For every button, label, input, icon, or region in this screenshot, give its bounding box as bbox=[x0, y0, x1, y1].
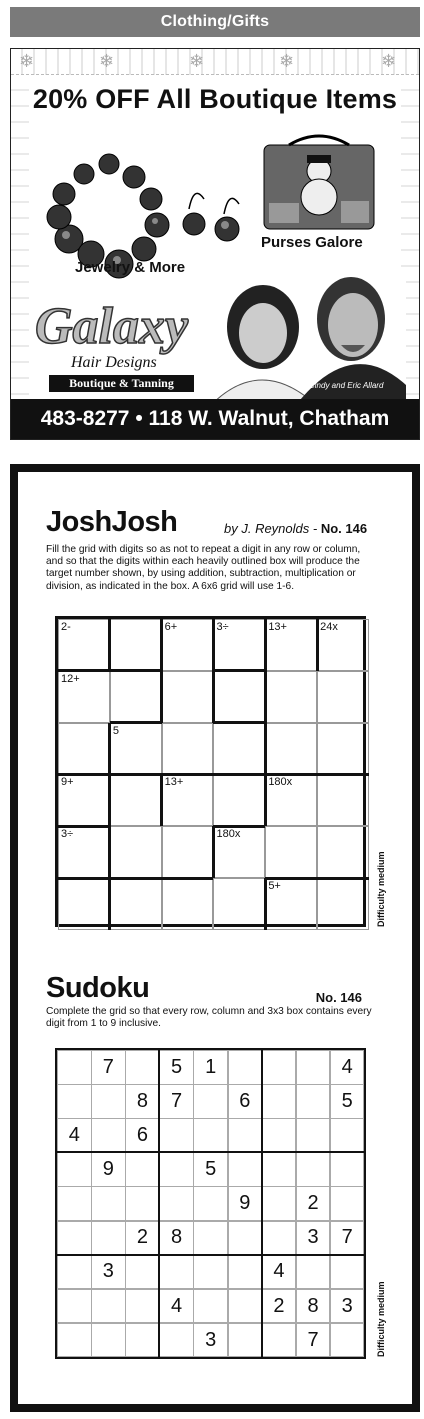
cage-border bbox=[110, 669, 162, 672]
sudoku-cell[interactable]: 3 bbox=[296, 1221, 331, 1256]
cage-border bbox=[110, 721, 162, 724]
sudoku-cell[interactable] bbox=[330, 1152, 365, 1187]
snowflake-border bbox=[11, 49, 419, 75]
cage-border bbox=[213, 721, 265, 724]
sudoku-grid[interactable] bbox=[55, 1048, 366, 1359]
cage-border bbox=[212, 826, 215, 878]
sudoku-cell[interactable] bbox=[125, 1186, 160, 1221]
joshjosh-cell[interactable] bbox=[265, 671, 317, 723]
section-header bbox=[10, 7, 420, 37]
joshjosh-cell[interactable] bbox=[162, 671, 214, 723]
sudoku-cell[interactable]: 2 bbox=[262, 1289, 297, 1324]
cage-border bbox=[213, 825, 265, 828]
joshjosh-cell[interactable] bbox=[162, 774, 214, 826]
sudoku-cell[interactable]: 8 bbox=[296, 1289, 331, 1324]
cage-border bbox=[108, 878, 111, 930]
purse-photo bbox=[259, 133, 379, 233]
jewelry-label: Jewelry & More bbox=[75, 259, 186, 276]
joshjosh-cell[interactable] bbox=[213, 723, 265, 775]
joshjosh-cell[interactable] bbox=[58, 723, 110, 775]
cage-border bbox=[110, 877, 162, 880]
sudoku-cell[interactable] bbox=[296, 1050, 331, 1085]
sudoku-cell[interactable] bbox=[57, 1255, 92, 1290]
sudoku-cell[interactable] bbox=[262, 1221, 297, 1256]
cage-clue: 5+ bbox=[268, 880, 281, 893]
cage-border bbox=[58, 877, 110, 880]
cage-clue: 5 bbox=[112, 724, 119, 737]
cage-clue: 13+ bbox=[164, 776, 184, 789]
sudoku-cell[interactable]: 4 bbox=[159, 1289, 194, 1324]
cage-border bbox=[108, 826, 111, 878]
sudoku-cell[interactable]: 9 bbox=[91, 1152, 126, 1187]
joshjosh-cell[interactable] bbox=[213, 619, 265, 671]
sudoku-cell[interactable] bbox=[159, 1152, 194, 1187]
sudoku-cell[interactable] bbox=[228, 1323, 263, 1358]
cage-clue: 9+ bbox=[61, 776, 74, 789]
sudoku-cell[interactable] bbox=[262, 1050, 297, 1085]
joshjosh-cell[interactable] bbox=[213, 878, 265, 930]
joshjosh-cell[interactable] bbox=[110, 878, 162, 930]
sudoku-cell[interactable] bbox=[193, 1118, 228, 1153]
sudoku-cell[interactable]: 1 bbox=[193, 1050, 228, 1085]
owner-signature: Cindy and Eric Allard bbox=[309, 381, 384, 390]
joshjosh-cell[interactable] bbox=[110, 619, 162, 671]
sudoku-cell[interactable] bbox=[91, 1118, 126, 1153]
joshjosh-number: No. 146 bbox=[320, 521, 368, 536]
joshjosh-cell[interactable] bbox=[58, 774, 110, 826]
cage-clue: 13+ bbox=[268, 621, 287, 633]
cage-border bbox=[316, 619, 319, 671]
sudoku-number: No. 146 bbox=[315, 990, 362, 1005]
joshjosh-cell[interactable] bbox=[317, 723, 369, 775]
sudoku-instructions: Complete the grid so that every row, column and 3x3 box contains every digit from 1 to 9 inclusive. bbox=[46, 1006, 372, 1030]
cage-clue: 6+ bbox=[164, 621, 178, 633]
cage-border bbox=[58, 773, 110, 776]
sudoku-cell[interactable]: 8 bbox=[159, 1221, 194, 1256]
cage-border bbox=[264, 619, 267, 671]
sudoku-cell[interactable] bbox=[125, 1289, 160, 1324]
sudoku-cell[interactable] bbox=[262, 1118, 297, 1153]
cage-border bbox=[108, 619, 111, 671]
joshjosh-author: by J. Reynolds - bbox=[224, 521, 321, 536]
sudoku-cell[interactable] bbox=[330, 1255, 365, 1290]
sudoku-title: Sudoku bbox=[46, 972, 150, 1004]
sudoku-cell[interactable] bbox=[91, 1323, 126, 1358]
joshjosh-cell[interactable] bbox=[265, 826, 317, 878]
sudoku-cell[interactable]: 3 bbox=[330, 1289, 365, 1324]
joshjosh-cell[interactable] bbox=[162, 723, 214, 775]
sudoku-cell[interactable]: 6 bbox=[228, 1084, 263, 1119]
sudoku-cell[interactable]: 4 bbox=[330, 1050, 365, 1085]
sudoku-cell[interactable] bbox=[159, 1186, 194, 1221]
cage-border bbox=[108, 723, 111, 775]
cage-border bbox=[212, 619, 215, 671]
snowflake-icon: ❄ bbox=[381, 51, 397, 71]
sudoku-cell[interactable] bbox=[296, 1255, 331, 1290]
sudoku-cell[interactable]: 4 bbox=[57, 1118, 92, 1153]
sudoku-cell[interactable] bbox=[262, 1186, 297, 1221]
sudoku-cell[interactable]: 2 bbox=[296, 1186, 331, 1221]
sudoku-cell[interactable] bbox=[57, 1289, 92, 1324]
joshjosh-cell[interactable] bbox=[110, 723, 162, 775]
joshjosh-cell[interactable] bbox=[213, 826, 265, 878]
sudoku-cell[interactable]: 3 bbox=[91, 1255, 126, 1290]
cage-border bbox=[162, 877, 214, 880]
sudoku-cell[interactable] bbox=[193, 1289, 228, 1324]
sudoku-cell[interactable]: 8 bbox=[125, 1084, 160, 1119]
sudoku-cell[interactable] bbox=[159, 1255, 194, 1290]
box-divider bbox=[57, 1254, 364, 1256]
joshjosh-difficulty: Difficulty medium bbox=[376, 851, 386, 927]
cage-border bbox=[265, 773, 317, 776]
sudoku-cell[interactable] bbox=[330, 1323, 365, 1358]
joshjosh-cell[interactable] bbox=[265, 878, 317, 930]
joshjosh-cell[interactable] bbox=[162, 619, 214, 671]
logo-subtitle: Hair Designs bbox=[71, 354, 157, 371]
cage-border bbox=[264, 723, 267, 775]
joshjosh-cell[interactable] bbox=[317, 774, 369, 826]
joshjosh-cell[interactable] bbox=[162, 826, 214, 878]
ad-contact-bar bbox=[11, 399, 419, 439]
snowflake-border-left bbox=[11, 75, 29, 399]
cage-border bbox=[264, 774, 267, 826]
cage-border bbox=[213, 669, 265, 672]
sudoku-cell[interactable] bbox=[228, 1118, 263, 1153]
sudoku-cell[interactable] bbox=[57, 1186, 92, 1221]
joshjosh-cell[interactable] bbox=[317, 671, 369, 723]
sudoku-cell[interactable] bbox=[57, 1323, 92, 1358]
sudoku-cell[interactable] bbox=[228, 1255, 263, 1290]
sudoku-cell[interactable]: 4 bbox=[262, 1255, 297, 1290]
snowflake-icon: ❄ bbox=[279, 51, 295, 71]
sudoku-cell[interactable]: 7 bbox=[296, 1323, 331, 1358]
sudoku-cell[interactable] bbox=[228, 1221, 263, 1256]
cage-border bbox=[58, 669, 110, 672]
sudoku-cell[interactable] bbox=[125, 1050, 160, 1085]
cage-border bbox=[162, 773, 214, 776]
cage-clue: 3÷ bbox=[216, 621, 229, 633]
sudoku-cell[interactable] bbox=[262, 1084, 297, 1119]
sudoku-cell[interactable] bbox=[228, 1050, 263, 1085]
cage-border bbox=[160, 774, 163, 826]
box-divider bbox=[158, 1050, 160, 1357]
sudoku-cell[interactable] bbox=[57, 1152, 92, 1187]
sudoku-cell[interactable]: 9 bbox=[228, 1186, 263, 1221]
sudoku-cell[interactable] bbox=[330, 1186, 365, 1221]
box-divider bbox=[261, 1050, 263, 1357]
box-divider bbox=[57, 1151, 364, 1153]
cage-clue: 12+ bbox=[61, 672, 80, 685]
sudoku-cell[interactable] bbox=[296, 1084, 331, 1119]
sudoku-cell[interactable]: 5 bbox=[330, 1084, 365, 1119]
joshjosh-cell[interactable] bbox=[162, 878, 214, 930]
cage-border bbox=[110, 773, 162, 776]
cage-clue: 3÷ bbox=[61, 828, 74, 841]
logo-tagline-bar bbox=[49, 375, 194, 392]
sudoku-cell[interactable]: 5 bbox=[159, 1050, 194, 1085]
sudoku-cell[interactable]: 2 bbox=[125, 1221, 160, 1256]
cage-border bbox=[264, 671, 267, 723]
sudoku-cell[interactable]: 3 bbox=[193, 1323, 228, 1358]
cage-clue: 24x bbox=[320, 621, 338, 633]
sudoku-cell[interactable] bbox=[91, 1221, 126, 1256]
cage-border bbox=[265, 877, 317, 880]
galaxy-advertisement bbox=[10, 48, 420, 440]
cage-border bbox=[213, 773, 265, 776]
sudoku-cell[interactable]: 5 bbox=[193, 1152, 228, 1187]
cage-border bbox=[58, 825, 110, 828]
snowflake-icon: ❄ bbox=[99, 51, 115, 71]
sudoku-cell[interactable] bbox=[159, 1323, 194, 1358]
cage-clue: 180x bbox=[268, 776, 293, 789]
sudoku-cell[interactable] bbox=[57, 1084, 92, 1119]
sudoku-cell[interactable] bbox=[125, 1152, 160, 1187]
joshjosh-cell[interactable] bbox=[265, 619, 317, 671]
sudoku-cell[interactable] bbox=[228, 1289, 263, 1324]
sudoku-cell[interactable] bbox=[57, 1050, 92, 1085]
joshjosh-grid[interactable] bbox=[55, 616, 366, 927]
joshjosh-cell[interactable] bbox=[58, 826, 110, 878]
sudoku-cell[interactable] bbox=[125, 1323, 160, 1358]
sudoku-cell[interactable] bbox=[91, 1186, 126, 1221]
joshjosh-cell[interactable] bbox=[317, 619, 369, 671]
sudoku-cell[interactable]: 7 bbox=[330, 1221, 365, 1256]
cage-clue: 2- bbox=[61, 621, 71, 633]
section-title: Clothing/Gifts bbox=[160, 13, 270, 30]
sudoku-cell[interactable]: 7 bbox=[159, 1084, 194, 1119]
joshjosh-cell[interactable] bbox=[317, 878, 369, 930]
joshjosh-cell[interactable] bbox=[58, 671, 110, 723]
cage-border bbox=[317, 877, 369, 880]
sudoku-cell[interactable] bbox=[57, 1221, 92, 1256]
sudoku-difficulty: Difficulty medium bbox=[376, 1281, 386, 1357]
sudoku-cell[interactable]: 6 bbox=[125, 1118, 160, 1153]
logo-text: Galaxy bbox=[35, 298, 189, 355]
cage-border bbox=[317, 773, 369, 776]
sudoku-cell[interactable] bbox=[91, 1289, 126, 1324]
logo-tagline: Boutique & Tanning bbox=[69, 376, 174, 390]
snowflake-icon: ❄ bbox=[189, 51, 205, 71]
joshjosh-byline bbox=[224, 521, 367, 536]
ad-contact: 483-8277 • 118 W. Walnut, Chatham bbox=[40, 407, 390, 430]
sudoku-cell[interactable] bbox=[193, 1255, 228, 1290]
ad-headline: 20% OFF All Boutique Items bbox=[32, 84, 398, 114]
joshjosh-cell[interactable] bbox=[110, 774, 162, 826]
joshjosh-cell[interactable] bbox=[213, 671, 265, 723]
joshjosh-cell[interactable] bbox=[58, 878, 110, 930]
sudoku-cell[interactable] bbox=[262, 1152, 297, 1187]
joshjosh-cell[interactable] bbox=[110, 826, 162, 878]
joshjosh-cell[interactable] bbox=[213, 774, 265, 826]
cage-border bbox=[160, 619, 163, 671]
joshjosh-cell[interactable] bbox=[317, 826, 369, 878]
snowflake-icon: ❄ bbox=[19, 51, 35, 71]
joshjosh-cell[interactable] bbox=[58, 619, 110, 671]
sudoku-cell[interactable] bbox=[330, 1118, 365, 1153]
sudoku-cell[interactable]: 7 bbox=[91, 1050, 126, 1085]
joshjosh-instructions: Fill the grid with digits so as not to repeat a digit in any row or column, and so that the digits within each heavily outlined box will produce the target number shown, by using addition, subtraction, multiplication or division, as indicated in the box. A 6x6 grid will use 1-6. bbox=[46, 544, 361, 592]
sudoku-cell[interactable] bbox=[125, 1255, 160, 1290]
sudoku-cell[interactable] bbox=[296, 1152, 331, 1187]
sudoku-cell[interactable] bbox=[193, 1084, 228, 1119]
sudoku-cell[interactable] bbox=[193, 1186, 228, 1221]
joshjosh-cell[interactable] bbox=[265, 774, 317, 826]
sudoku-cell[interactable] bbox=[91, 1084, 126, 1119]
sudoku-cell[interactable] bbox=[193, 1221, 228, 1256]
joshjosh-cell[interactable] bbox=[110, 671, 162, 723]
cage-border bbox=[160, 671, 163, 723]
cage-border bbox=[108, 774, 111, 826]
purses-label: Purses Galore bbox=[261, 234, 363, 251]
sudoku-cell[interactable] bbox=[228, 1152, 263, 1187]
cage-border bbox=[212, 671, 215, 723]
cage-border bbox=[264, 878, 267, 930]
sudoku-cell[interactable] bbox=[296, 1118, 331, 1153]
joshjosh-title: JoshJosh bbox=[46, 506, 178, 538]
joshjosh-cell[interactable] bbox=[265, 723, 317, 775]
sudoku-cell[interactable] bbox=[159, 1118, 194, 1153]
cage-clue: 180x bbox=[216, 828, 241, 841]
sudoku-cell[interactable] bbox=[262, 1323, 297, 1358]
puzzles-panel bbox=[10, 464, 420, 1412]
